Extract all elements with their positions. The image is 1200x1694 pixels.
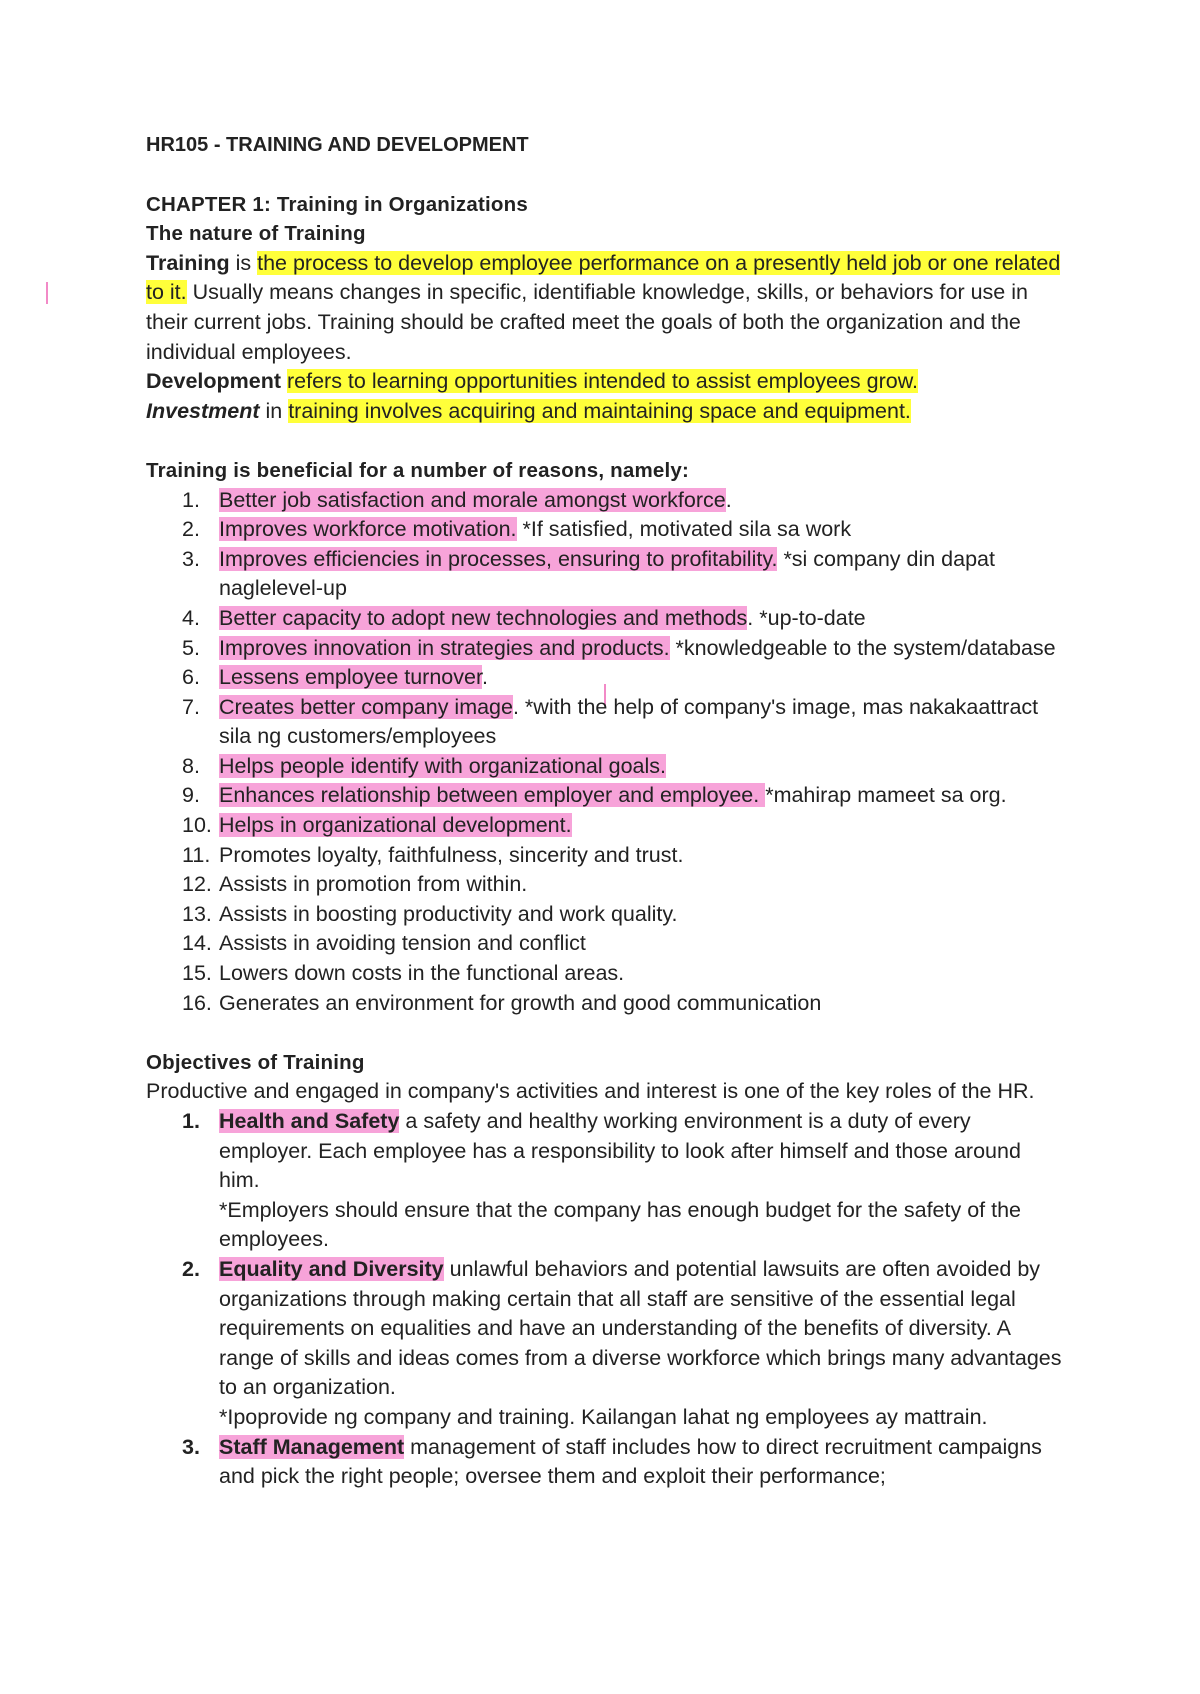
list-item [146, 663, 1066, 693]
list-item [146, 1255, 1066, 1433]
list-number: 12. [182, 872, 212, 897]
benefit-note: *mahirap mameet sa org. [765, 783, 1007, 808]
list-item [146, 811, 1066, 841]
list-number: 4. [182, 605, 200, 630]
benefit-highlight: Enhances relationship between employer and employee. [219, 783, 766, 808]
benefit-note: . *with the help of company's image, mas nakakaattract sila ng customers/employees [219, 694, 1039, 749]
benefit-note: . [725, 487, 732, 512]
objectives-heading: Objectives of Training [146, 1050, 365, 1074]
benefit-text: Assists in avoiding tension and conflict [219, 931, 586, 956]
benefit-text: Promotes loyalty, faithfulness, sincerity and trust. [219, 842, 684, 867]
investment-in: in [259, 398, 289, 423]
investment-term: Investment [146, 398, 260, 423]
list-item [146, 959, 1066, 989]
benefits-list [146, 486, 1066, 1019]
training-definition-rest: Usually means changes in specific, identifiable knowledge, skills, or behaviors for use in their current jobs. Training should be crafted meet the goals of both the organization and the individual employees. [146, 280, 1028, 364]
objective-text: a safety and healthy working environment is a duty of every employer. Each employee has a responsibility to look after himself and those around him. [219, 1109, 1021, 1193]
objective-term: Staff Management [219, 1434, 405, 1459]
objectives-intro: Productive and engaged in company's activities and interest is one of the key roles of the HR. [146, 1079, 1035, 1104]
list-number: 14. [182, 931, 212, 956]
benefit-highlight: Better job satisfaction and morale amongst workforce [219, 487, 726, 512]
benefit-note: *knowledgeable to the system/database [669, 635, 1056, 660]
chapter-title: CHAPTER 1: Training in Organizations [146, 192, 528, 216]
benefit-text: Assists in boosting productivity and work quality. [219, 901, 678, 926]
section-heading-nature: The nature of Training [146, 222, 366, 246]
list-item [146, 545, 1066, 604]
benefit-note: . *up-to-date [747, 605, 866, 630]
benefit-highlight: Creates better company image [219, 694, 513, 719]
list-number: 5. [182, 635, 200, 660]
list-number: 10. [182, 813, 212, 838]
list-number: 2. [182, 517, 200, 542]
benefit-note: *si company din dapat naglelevel-up [219, 546, 995, 601]
list-number: 6. [182, 665, 200, 690]
list-number: 2. [182, 1256, 200, 1281]
benefit-text: Lowers down costs in the functional areas. [219, 961, 625, 986]
training-term: Training [146, 250, 230, 275]
objective-text: management of staff includes how to direct recruitment campaigns and pick the right people; oversee them and exploit their performance; [219, 1434, 1042, 1489]
list-number: 1. [182, 1109, 200, 1133]
benefit-note: . [481, 665, 488, 690]
benefits-heading: Training is beneficial for a number of reasons, namely: [146, 458, 689, 482]
list-number: 16. [182, 990, 212, 1015]
list-number: 13. [182, 901, 212, 926]
list-number: 1. [182, 487, 200, 512]
benefit-highlight: Helps in organizational development. [219, 813, 572, 838]
benefit-highlight: Improves workforce motivation. [219, 517, 517, 542]
objective-term: Health and Safety [219, 1109, 400, 1133]
list-item [146, 604, 1066, 634]
list-item [146, 486, 1066, 516]
list-number: 3. [182, 546, 200, 571]
list-number: 7. [182, 694, 200, 719]
list-item [146, 841, 1066, 871]
development-term: Development [146, 369, 282, 394]
objective-term: Equality and Diversity [219, 1256, 444, 1281]
list-item [146, 752, 1066, 782]
list-number: 9. [182, 783, 200, 808]
list-item [146, 929, 1066, 959]
document-title: HR105 - TRAINING AND DEVELOPMENT [146, 134, 529, 156]
objectives-list [146, 1107, 1066, 1492]
list-item [146, 989, 1066, 1019]
benefit-highlight: Improves efficiencies in processes, ensuring to profitability. [219, 546, 778, 571]
list-item [146, 781, 1066, 811]
list-item [146, 634, 1066, 664]
list-item [146, 1433, 1066, 1492]
list-item [146, 900, 1066, 930]
list-number: 15. [182, 961, 212, 986]
benefit-highlight: Lessens employee turnover [219, 665, 482, 690]
benefit-text: Generates an environment for growth and good communication [219, 990, 822, 1015]
investment-definition-highlight: training involves acquiring and maintaining space and equipment. [288, 398, 911, 423]
benefit-text: Assists in promotion from within. [219, 872, 528, 897]
list-item [146, 515, 1066, 545]
training-is: is [229, 250, 258, 275]
objective-note: *Employers should ensure that the company has enough budget for the safety of the employees. [219, 1197, 1021, 1252]
benefit-highlight: Improves innovation in strategies and products. [219, 635, 670, 660]
document-page [146, 130, 1066, 1492]
benefit-note: *If satisfied, motivated sila sa work [516, 517, 852, 542]
list-item [146, 870, 1066, 900]
training-definition [146, 249, 1066, 367]
objective-note: *Ipoprovide ng company and training. Kailangan lahat ng employees ay mattrain. [219, 1404, 988, 1429]
list-item [146, 693, 1066, 752]
list-item [146, 1107, 1066, 1255]
benefit-highlight: Helps people identify with organizational goals. [219, 753, 666, 778]
list-number: 3. [182, 1434, 200, 1459]
text-cursor-mark [46, 282, 48, 304]
development-definition [146, 367, 1066, 397]
list-number: 8. [182, 753, 200, 778]
objective-text: unlawful behaviors and potential lawsuits are often avoided by organizations through making certain that all staff are sensitive of the essential legal requirements on equalities and have an understanding of the benefits of diversity. A range of skills and ideas comes from a diverse workforce which brings many advantages to an organization. [219, 1256, 1062, 1400]
investment-definition [146, 397, 1066, 427]
list-number: 11. [182, 842, 211, 867]
training-definition-highlight: the process to develop employee performance on a presently held job or one related to it. [146, 250, 1061, 305]
benefit-highlight: Better capacity to adopt new technologies and methods [219, 605, 748, 630]
development-definition-highlight: refers to learning opportunities intended to assist employees grow. [287, 369, 919, 394]
